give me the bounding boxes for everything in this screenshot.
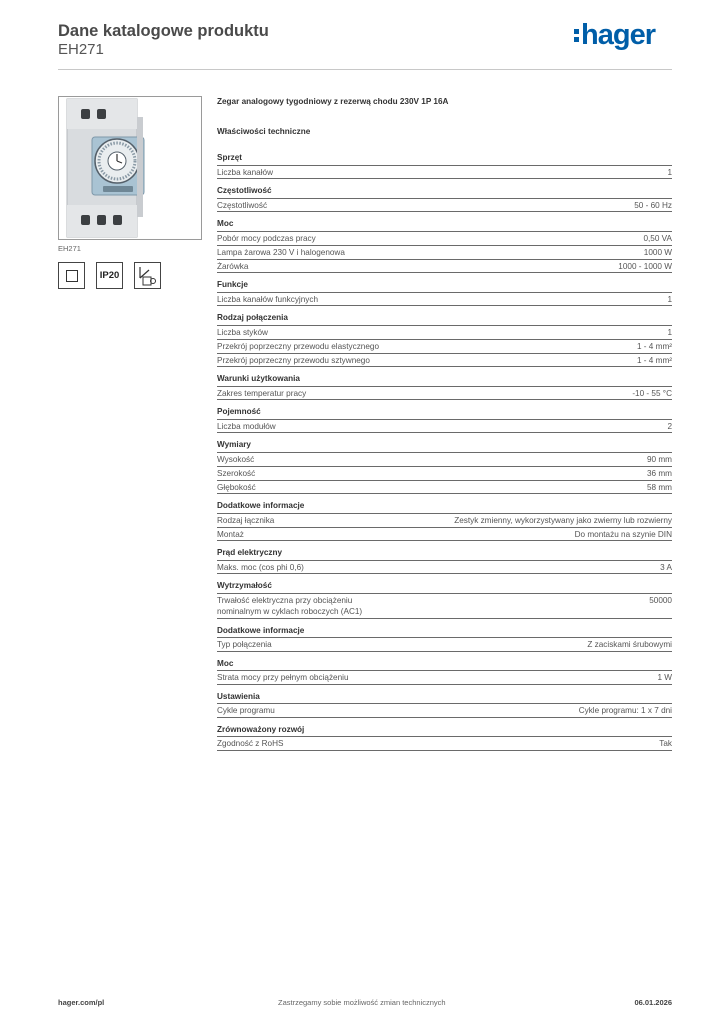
- spec-label: Strata mocy przy pełnym obciążeniu: [217, 673, 349, 682]
- section-title: Dodatkowe informacje: [217, 501, 305, 510]
- spec-value: 1: [667, 327, 672, 337]
- spec-value: Cykle programu: 1 x 7 dni: [578, 706, 672, 715]
- spec-section: [217, 625, 672, 652]
- insulation-class-icon: [58, 262, 85, 289]
- spec-label: Przekrój poprzeczny przewodu sztywnego: [217, 355, 370, 365]
- spec-row: [217, 452, 672, 466]
- section-title: Prąd elektryczny: [217, 548, 283, 557]
- spec-value: Z zaciskami śrubowymi: [587, 640, 672, 649]
- spec-value: 1 W: [657, 673, 672, 682]
- section-title: Moc: [217, 658, 234, 668]
- spec-label: Głębokość: [217, 482, 256, 492]
- spec-label: Montaż: [217, 529, 244, 539]
- spec-row: [217, 560, 672, 575]
- spec-section: [217, 691, 672, 718]
- section-title: Zrównoważony rozwój: [217, 724, 305, 734]
- spec-row: [217, 637, 672, 652]
- product-image: [58, 96, 202, 240]
- section-title: Pojemność: [217, 407, 261, 416]
- spec-section: [217, 373, 672, 400]
- product-code: EH271: [58, 41, 104, 58]
- section-title: Funkcje: [217, 280, 248, 289]
- product-details: [217, 97, 672, 757]
- spec-row: [217, 527, 672, 542]
- spec-label: Przekrój poprzeczny przewodu elastycznego: [217, 341, 380, 351]
- product-sidebar: [58, 96, 202, 289]
- spec-value: Tak: [659, 739, 672, 748]
- spec-section: [217, 547, 672, 574]
- certification-icons: [58, 262, 202, 289]
- spec-value: 36 mm: [646, 468, 672, 478]
- timer-device-icon: [59, 97, 201, 239]
- spec-section: [217, 218, 672, 273]
- spec-row: [217, 419, 672, 434]
- spec-row: [217, 165, 672, 180]
- spec-label: Trwałość elektryczna przy obciążeniu nominalnym w cyklach roboczych (AC1): [217, 595, 363, 616]
- section-title: Warunki użytkowania: [217, 374, 300, 383]
- spec-value: 90 mm: [646, 454, 672, 464]
- spec-section: [217, 406, 672, 433]
- spec-row: [217, 480, 672, 495]
- spec-sections: [217, 152, 672, 751]
- footer-disclaimer: Zastrzegamy sobie możliwość zmian technicznych: [278, 998, 446, 1007]
- spec-row: [217, 593, 672, 619]
- spec-row: [217, 353, 672, 368]
- spec-label: Lampa żarowa 230 V i halogenowa: [217, 247, 345, 257]
- spec-value: -10 - 55 °C: [632, 388, 672, 398]
- spec-value: 1: [667, 294, 672, 304]
- spec-section: [217, 312, 672, 367]
- section-title: Moc: [217, 219, 234, 228]
- manual-override-icon: [134, 262, 161, 289]
- spec-row: [217, 736, 672, 751]
- spec-label: Maks. moc (cos phi 0,6): [217, 562, 304, 572]
- spec-section: [217, 279, 672, 306]
- spec-row: [217, 259, 672, 274]
- spec-label: Liczba kanałów funkcyjnych: [217, 294, 319, 304]
- properties-title: Właściwości techniczne: [217, 127, 311, 136]
- spec-section: [217, 658, 672, 685]
- spec-value: 58 mm: [646, 482, 672, 492]
- spec-section: [217, 185, 672, 212]
- spec-section: [217, 152, 672, 179]
- spec-row: [217, 325, 672, 339]
- spec-row: [217, 703, 672, 718]
- spec-label: Zgodność z RoHS: [217, 739, 284, 748]
- section-title: Sprzęt: [217, 153, 243, 162]
- page-header: [58, 19, 672, 70]
- spec-value: 3 A: [660, 562, 672, 572]
- spec-label: Wysokość: [217, 454, 255, 464]
- hager-logo: [574, 20, 655, 50]
- spec-value: 50000: [649, 595, 672, 605]
- section-title: Rodzaj połączenia: [217, 313, 288, 322]
- spec-value: 1 - 4 mm²: [636, 341, 672, 351]
- spec-row: [217, 386, 672, 401]
- section-title: Częstotliwość: [217, 186, 272, 195]
- spec-label: Częstotliwość: [217, 200, 268, 210]
- product-title: Zegar analogowy tygodniowy z rezerwą chodu 230V 1P 16A: [217, 97, 449, 106]
- spec-label: Liczba modułów: [217, 421, 276, 431]
- spec-section: [217, 580, 672, 619]
- section-title: Wymiary: [217, 440, 251, 449]
- spec-section: [217, 439, 672, 494]
- spec-value: 2: [667, 421, 672, 431]
- spec-value: 1 - 4 mm²: [636, 355, 672, 365]
- footer-website: hager.com/pl: [58, 998, 105, 1007]
- footer-date: 06.01.2026: [634, 998, 672, 1007]
- spec-label: Szerokość: [217, 468, 256, 478]
- logo-dots-icon: [574, 29, 579, 42]
- section-title: Ustawienia: [217, 691, 260, 701]
- spec-value: 0,50 VA: [643, 233, 672, 243]
- spec-row: [217, 292, 672, 307]
- logo-text: hager: [581, 19, 655, 51]
- spec-value: Do montażu na szynie DIN: [574, 529, 672, 539]
- image-caption: EH271: [58, 244, 81, 253]
- section-title: Dodatkowe informacje: [217, 625, 305, 635]
- spec-label: Rodzaj łącznika: [217, 515, 275, 525]
- spec-label: Typ połączenia: [217, 640, 272, 649]
- spec-row: [217, 466, 672, 480]
- spec-value: Zestyk zmienny, wykorzystywany jako zwierny lub rozwierny: [454, 515, 672, 525]
- ip20-icon: IP20: [96, 262, 123, 289]
- spec-label: Liczba kanałów: [217, 167, 273, 177]
- spec-row: [217, 670, 672, 685]
- spec-label: Żarówka: [217, 261, 249, 271]
- page-title: Dane katalogowe produktu: [58, 22, 269, 40]
- spec-row: [217, 339, 672, 353]
- spec-value: 1000 - 1000 W: [618, 261, 672, 271]
- spec-value: 1000 W: [643, 247, 672, 257]
- spec-label: Cykle programu: [217, 706, 275, 715]
- spec-section: [217, 500, 672, 541]
- spec-row: [217, 198, 672, 213]
- spec-label: Liczba styków: [217, 327, 268, 337]
- spec-label: Pobór mocy podczas pracy: [217, 233, 316, 243]
- spec-value: 1: [667, 167, 672, 177]
- spec-value: 50 - 60 Hz: [634, 200, 672, 210]
- spec-label: Zakres temperatur pracy: [217, 388, 307, 398]
- spec-row: [217, 513, 672, 527]
- section-title: Wytrzymałość: [217, 581, 272, 590]
- spec-section: [217, 724, 672, 751]
- spec-row: [217, 231, 672, 245]
- spec-row: [217, 245, 672, 259]
